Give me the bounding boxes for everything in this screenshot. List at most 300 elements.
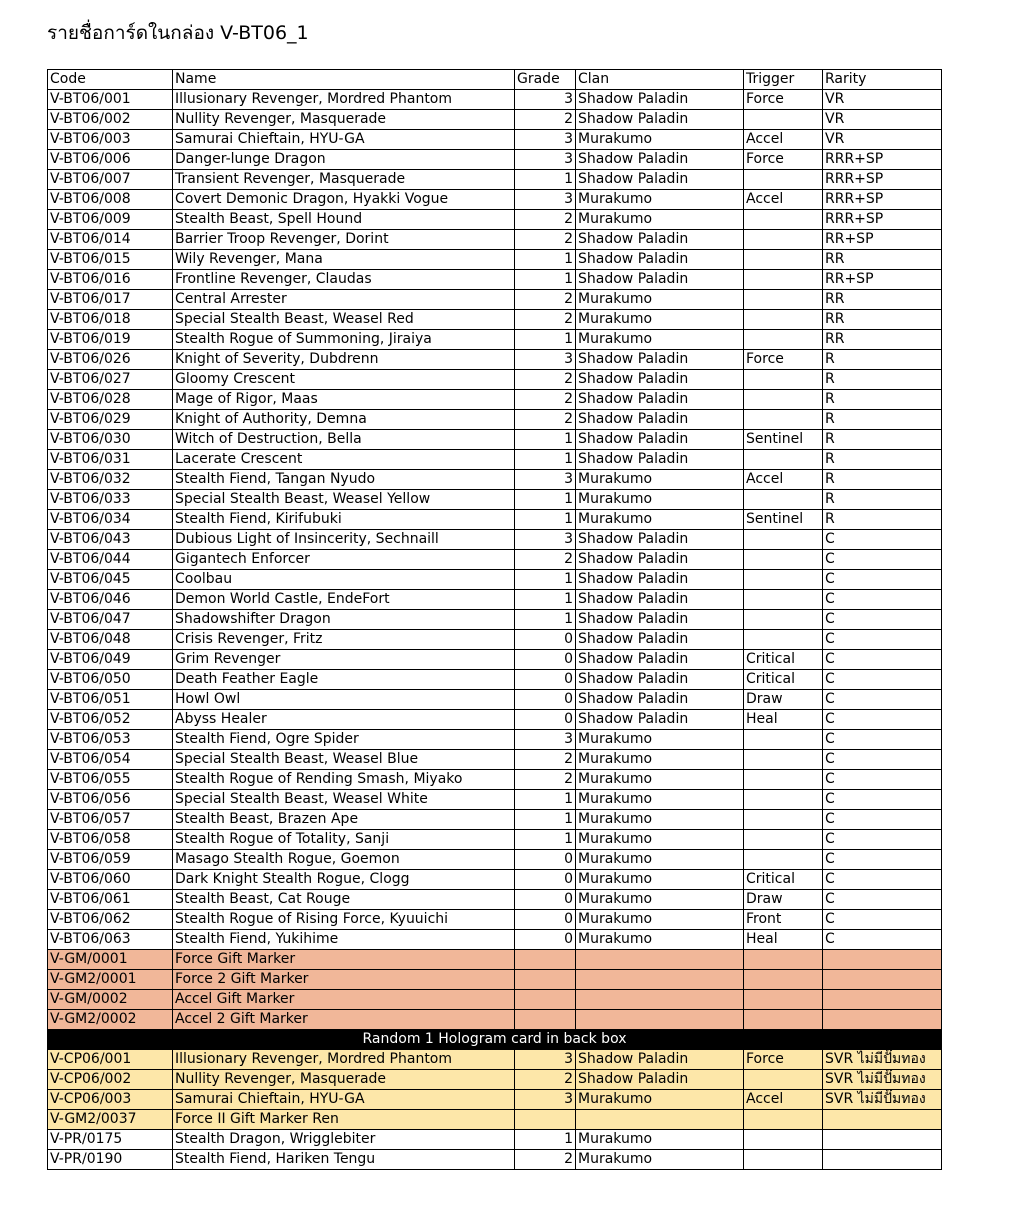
cell-code: V-BT06/055 bbox=[48, 770, 173, 790]
cell-name: Stealth Fiend, Kirifubuki bbox=[173, 510, 515, 530]
table-row bbox=[48, 910, 942, 930]
cell-code: V-BT06/057 bbox=[48, 810, 173, 830]
cell-name: Stealth Fiend, Ogre Spider bbox=[173, 730, 515, 750]
cell-name: Special Stealth Beast, Weasel Red bbox=[173, 310, 515, 330]
cell-clan: Murakumo bbox=[576, 730, 744, 750]
cell-rarity: R bbox=[823, 390, 942, 410]
cell-rarity: RR bbox=[823, 250, 942, 270]
cell-trigger bbox=[744, 1070, 823, 1090]
cell-trigger: Accel bbox=[744, 130, 823, 150]
cell-grade: 0 bbox=[515, 910, 576, 930]
cell-code: V-BT06/062 bbox=[48, 910, 173, 930]
cell-grade: 0 bbox=[515, 670, 576, 690]
cell-clan bbox=[576, 1110, 744, 1130]
cell-code: V-PR/0190 bbox=[48, 1150, 173, 1170]
cell-code: V-BT06/008 bbox=[48, 190, 173, 210]
cell-rarity: SVR ไม่มีปั๊มทอง bbox=[823, 1050, 942, 1070]
cell-code: V-BT06/045 bbox=[48, 570, 173, 590]
cell-code: V-BT06/019 bbox=[48, 330, 173, 350]
cell-rarity: C bbox=[823, 710, 942, 730]
cell-trigger bbox=[744, 810, 823, 830]
cell-clan: Murakumo bbox=[576, 490, 744, 510]
table-row bbox=[48, 830, 942, 850]
cell-clan: Shadow Paladin bbox=[576, 690, 744, 710]
cell-name: Abyss Healer bbox=[173, 710, 515, 730]
cell-clan: Shadow Paladin bbox=[576, 550, 744, 570]
table-row bbox=[48, 570, 942, 590]
table-row bbox=[48, 310, 942, 330]
cell-code: V-BT06/009 bbox=[48, 210, 173, 230]
cell-name: Stealth Rogue of Totality, Sanji bbox=[173, 830, 515, 850]
cell-code: V-BT06/052 bbox=[48, 710, 173, 730]
cell-clan bbox=[576, 1010, 744, 1030]
table-row bbox=[48, 850, 942, 870]
hologram-banner: Random 1 Hologram card in back box bbox=[48, 1030, 942, 1050]
cell-rarity: C bbox=[823, 850, 942, 870]
cell-code: V-BT06/044 bbox=[48, 550, 173, 570]
cell-name: Gigantech Enforcer bbox=[173, 550, 515, 570]
cell-trigger bbox=[744, 610, 823, 630]
table-row bbox=[48, 270, 942, 290]
cell-name: Stealth Beast, Spell Hound bbox=[173, 210, 515, 230]
cell-rarity: R bbox=[823, 510, 942, 530]
cell-grade: 2 bbox=[515, 550, 576, 570]
cell-rarity: R bbox=[823, 370, 942, 390]
cell-grade: 1 bbox=[515, 250, 576, 270]
table-row bbox=[48, 490, 942, 510]
cell-trigger bbox=[744, 310, 823, 330]
cell-grade: 3 bbox=[515, 350, 576, 370]
cell-grade: 1 bbox=[515, 330, 576, 350]
table-row bbox=[48, 1130, 942, 1150]
cell-name: Dubious Light of Insincerity, Sechnaill bbox=[173, 530, 515, 550]
cell-trigger: Critical bbox=[744, 670, 823, 690]
cell-trigger bbox=[744, 390, 823, 410]
cell-trigger bbox=[744, 790, 823, 810]
cell-grade: 3 bbox=[515, 530, 576, 550]
cell-code: V-BT06/059 bbox=[48, 850, 173, 870]
table-row bbox=[48, 990, 942, 1010]
cell-grade: 3 bbox=[515, 1050, 576, 1070]
cell-grade: 3 bbox=[515, 130, 576, 150]
cell-clan: Murakumo bbox=[576, 510, 744, 530]
table-row bbox=[48, 510, 942, 530]
cell-clan: Shadow Paladin bbox=[576, 250, 744, 270]
cell-trigger: Heal bbox=[744, 710, 823, 730]
cell-name: Covert Demonic Dragon, Hyakki Vogue bbox=[173, 190, 515, 210]
cell-code: V-BT06/027 bbox=[48, 370, 173, 390]
table-row bbox=[48, 230, 942, 250]
table-row bbox=[48, 370, 942, 390]
cell-clan: Murakumo bbox=[576, 930, 744, 950]
cell-clan: Shadow Paladin bbox=[576, 110, 744, 130]
cell-trigger bbox=[744, 1150, 823, 1170]
cell-rarity bbox=[823, 970, 942, 990]
cell-clan: Murakumo bbox=[576, 1150, 744, 1170]
page-title: รายชื่อการ์ดในกล่อง V-BT06_1 bbox=[47, 22, 309, 44]
table-row bbox=[48, 390, 942, 410]
cell-grade: 1 bbox=[515, 450, 576, 470]
cell-clan: Shadow Paladin bbox=[576, 1050, 744, 1070]
table-row bbox=[48, 790, 942, 810]
cell-name: Stealth Fiend, Yukihime bbox=[173, 930, 515, 950]
cell-name: Illusionary Revenger, Mordred Phantom bbox=[173, 90, 515, 110]
cell-name: Special Stealth Beast, Weasel White bbox=[173, 790, 515, 810]
cell-clan: Shadow Paladin bbox=[576, 390, 744, 410]
cell-clan: Shadow Paladin bbox=[576, 630, 744, 650]
cell-grade: 1 bbox=[515, 570, 576, 590]
cell-trigger: Accel bbox=[744, 1090, 823, 1110]
cell-clan: Shadow Paladin bbox=[576, 430, 744, 450]
table-row bbox=[48, 750, 942, 770]
table-row bbox=[48, 650, 942, 670]
cell-rarity: RR bbox=[823, 290, 942, 310]
cell-code: V-BT06/033 bbox=[48, 490, 173, 510]
cell-rarity: C bbox=[823, 890, 942, 910]
cell-name: Stealth Rogue of Rending Smash, Miyako bbox=[173, 770, 515, 790]
cell-grade: 3 bbox=[515, 150, 576, 170]
table-row bbox=[48, 130, 942, 150]
cell-clan: Murakumo bbox=[576, 890, 744, 910]
cell-name: Stealth Beast, Brazen Ape bbox=[173, 810, 515, 830]
cell-name: Samurai Chieftain, HYU-GA bbox=[173, 1090, 515, 1110]
cell-rarity bbox=[823, 1150, 942, 1170]
cell-grade: 1 bbox=[515, 810, 576, 830]
cell-grade bbox=[515, 990, 576, 1010]
cell-trigger bbox=[744, 170, 823, 190]
cell-code: V-GM2/0001 bbox=[48, 970, 173, 990]
cell-trigger: Force bbox=[744, 350, 823, 370]
cell-grade: 1 bbox=[515, 790, 576, 810]
cell-code: V-BT06/014 bbox=[48, 230, 173, 250]
cell-rarity: C bbox=[823, 770, 942, 790]
cell-rarity: R bbox=[823, 410, 942, 430]
table-row bbox=[48, 930, 942, 950]
cell-clan: Murakumo bbox=[576, 470, 744, 490]
table-row bbox=[48, 810, 942, 830]
cell-name: Nullity Revenger, Masquerade bbox=[173, 110, 515, 130]
cell-trigger bbox=[744, 570, 823, 590]
cell-rarity: R bbox=[823, 430, 942, 450]
cell-rarity: R bbox=[823, 490, 942, 510]
cell-name: Knight of Severity, Dubdrenn bbox=[173, 350, 515, 370]
cell-clan: Shadow Paladin bbox=[576, 230, 744, 250]
cell-rarity: C bbox=[823, 750, 942, 770]
table-row bbox=[48, 530, 942, 550]
cell-trigger bbox=[744, 1130, 823, 1150]
cell-code: V-BT06/058 bbox=[48, 830, 173, 850]
table-row bbox=[48, 770, 942, 790]
cell-name: Danger-lunge Dragon bbox=[173, 150, 515, 170]
cell-code: V-BT06/018 bbox=[48, 310, 173, 330]
cell-code: V-BT06/043 bbox=[48, 530, 173, 550]
cell-trigger: Critical bbox=[744, 650, 823, 670]
cell-name: Lacerate Crescent bbox=[173, 450, 515, 470]
table-row bbox=[48, 290, 942, 310]
cell-trigger bbox=[744, 750, 823, 770]
table-row bbox=[48, 430, 942, 450]
cell-grade: 1 bbox=[515, 590, 576, 610]
cell-trigger bbox=[744, 1110, 823, 1130]
cell-trigger bbox=[744, 590, 823, 610]
cell-name: Witch of Destruction, Bella bbox=[173, 430, 515, 450]
cell-grade: 2 bbox=[515, 1150, 576, 1170]
cell-code: V-BT06/002 bbox=[48, 110, 173, 130]
cell-name: Stealth Rogue of Rising Force, Kyuuichi bbox=[173, 910, 515, 930]
cell-name: Knight of Authority, Demna bbox=[173, 410, 515, 430]
cell-name: Death Feather Eagle bbox=[173, 670, 515, 690]
cell-clan: Shadow Paladin bbox=[576, 150, 744, 170]
cell-rarity: VR bbox=[823, 110, 942, 130]
cell-trigger bbox=[744, 630, 823, 650]
cell-clan: Murakumo bbox=[576, 130, 744, 150]
table-row bbox=[48, 730, 942, 750]
cell-trigger bbox=[744, 410, 823, 430]
cell-clan: Murakumo bbox=[576, 310, 744, 330]
cell-trigger bbox=[744, 370, 823, 390]
table-row bbox=[48, 350, 942, 370]
cell-name: Accel Gift Marker bbox=[173, 990, 515, 1010]
cell-rarity: VR bbox=[823, 90, 942, 110]
cell-trigger: Draw bbox=[744, 890, 823, 910]
cell-grade: 2 bbox=[515, 290, 576, 310]
cell-code: V-BT06/051 bbox=[48, 690, 173, 710]
cell-clan: Murakumo bbox=[576, 830, 744, 850]
cell-clan bbox=[576, 990, 744, 1010]
cell-rarity: C bbox=[823, 570, 942, 590]
cell-clan: Shadow Paladin bbox=[576, 590, 744, 610]
table-row bbox=[48, 110, 942, 130]
table-row bbox=[48, 1050, 942, 1070]
card-list-table bbox=[47, 69, 942, 1170]
cell-grade: 3 bbox=[515, 1090, 576, 1110]
cell-code: V-PR/0175 bbox=[48, 1130, 173, 1150]
cell-grade: 2 bbox=[515, 410, 576, 430]
table-row bbox=[48, 870, 942, 890]
cell-clan: Shadow Paladin bbox=[576, 530, 744, 550]
cell-name: Stealth Rogue of Summoning, Jiraiya bbox=[173, 330, 515, 350]
cell-code: V-BT06/048 bbox=[48, 630, 173, 650]
cell-name: Special Stealth Beast, Weasel Yellow bbox=[173, 490, 515, 510]
cell-rarity: C bbox=[823, 670, 942, 690]
cell-grade: 2 bbox=[515, 310, 576, 330]
table-row bbox=[48, 630, 942, 650]
cell-name: Dark Knight Stealth Rogue, Clogg bbox=[173, 870, 515, 890]
hologram-banner-row bbox=[48, 1030, 942, 1050]
cell-name: Howl Owl bbox=[173, 690, 515, 710]
cell-rarity: R bbox=[823, 350, 942, 370]
table-row bbox=[48, 1150, 942, 1170]
table-row bbox=[48, 210, 942, 230]
header-clan: Clan bbox=[576, 70, 744, 90]
cell-rarity: C bbox=[823, 690, 942, 710]
cell-rarity: C bbox=[823, 930, 942, 950]
cell-code: V-GM/0002 bbox=[48, 990, 173, 1010]
cell-name: Demon World Castle, EndeFort bbox=[173, 590, 515, 610]
cell-rarity: RR+SP bbox=[823, 270, 942, 290]
cell-rarity: RR+SP bbox=[823, 230, 942, 250]
cell-code: V-BT06/032 bbox=[48, 470, 173, 490]
cell-clan: Murakumo bbox=[576, 1090, 744, 1110]
cell-code: V-BT06/015 bbox=[48, 250, 173, 270]
cell-trigger bbox=[744, 1010, 823, 1030]
cell-rarity: C bbox=[823, 530, 942, 550]
cell-clan: Murakumo bbox=[576, 790, 744, 810]
cell-grade: 0 bbox=[515, 890, 576, 910]
cell-rarity: R bbox=[823, 450, 942, 470]
cell-clan: Shadow Paladin bbox=[576, 370, 744, 390]
cell-trigger bbox=[744, 850, 823, 870]
cell-code: V-BT06/049 bbox=[48, 650, 173, 670]
cell-trigger bbox=[744, 830, 823, 850]
cell-trigger: Heal bbox=[744, 930, 823, 950]
cell-name: Force 2 Gift Marker bbox=[173, 970, 515, 990]
cell-clan bbox=[576, 970, 744, 990]
cell-grade: 2 bbox=[515, 1070, 576, 1090]
table-row bbox=[48, 410, 942, 430]
cell-trigger: Force bbox=[744, 1050, 823, 1070]
table-row bbox=[48, 610, 942, 630]
cell-rarity bbox=[823, 1130, 942, 1150]
cell-clan: Shadow Paladin bbox=[576, 710, 744, 730]
cell-rarity: R bbox=[823, 470, 942, 490]
cell-code: V-BT06/034 bbox=[48, 510, 173, 530]
cell-trigger: Critical bbox=[744, 870, 823, 890]
cell-trigger bbox=[744, 210, 823, 230]
cell-rarity: C bbox=[823, 650, 942, 670]
cell-trigger bbox=[744, 450, 823, 470]
cell-clan: Shadow Paladin bbox=[576, 650, 744, 670]
cell-name: Stealth Fiend, Tangan Nyudo bbox=[173, 470, 515, 490]
cell-clan: Murakumo bbox=[576, 210, 744, 230]
table-row bbox=[48, 550, 942, 570]
cell-rarity: C bbox=[823, 730, 942, 750]
cell-grade bbox=[515, 970, 576, 990]
table-row bbox=[48, 690, 942, 710]
cell-rarity: RR bbox=[823, 310, 942, 330]
table-row bbox=[48, 1070, 942, 1090]
cell-trigger bbox=[744, 530, 823, 550]
table-row bbox=[48, 250, 942, 270]
table-row bbox=[48, 710, 942, 730]
header-trigger: Trigger bbox=[744, 70, 823, 90]
cell-rarity: C bbox=[823, 910, 942, 930]
cell-code: V-GM2/0002 bbox=[48, 1010, 173, 1030]
cell-trigger: Accel bbox=[744, 190, 823, 210]
cell-rarity: C bbox=[823, 870, 942, 890]
cell-clan: Shadow Paladin bbox=[576, 1070, 744, 1090]
cell-grade: 1 bbox=[515, 610, 576, 630]
cell-grade: 1 bbox=[515, 1130, 576, 1150]
cell-clan: Shadow Paladin bbox=[576, 670, 744, 690]
cell-grade: 0 bbox=[515, 710, 576, 730]
cell-name: Crisis Revenger, Fritz bbox=[173, 630, 515, 650]
cell-name: Special Stealth Beast, Weasel Blue bbox=[173, 750, 515, 770]
cell-code: V-GM/0001 bbox=[48, 950, 173, 970]
cell-grade: 0 bbox=[515, 630, 576, 650]
cell-code: V-GM2/0037 bbox=[48, 1110, 173, 1130]
cell-trigger bbox=[744, 330, 823, 350]
cell-clan: Shadow Paladin bbox=[576, 170, 744, 190]
cell-clan: Shadow Paladin bbox=[576, 410, 744, 430]
cell-grade: 2 bbox=[515, 370, 576, 390]
cell-name: Shadowshifter Dragon bbox=[173, 610, 515, 630]
table-row bbox=[48, 330, 942, 350]
cell-code: V-CP06/001 bbox=[48, 1050, 173, 1070]
cell-grade: 3 bbox=[515, 470, 576, 490]
cell-trigger: Front bbox=[744, 910, 823, 930]
cell-code: V-BT06/003 bbox=[48, 130, 173, 150]
cell-grade: 3 bbox=[515, 190, 576, 210]
cell-name: Masago Stealth Rogue, Goemon bbox=[173, 850, 515, 870]
cell-clan: Murakumo bbox=[576, 870, 744, 890]
cell-grade: 1 bbox=[515, 430, 576, 450]
cell-name: Mage of Rigor, Maas bbox=[173, 390, 515, 410]
cell-code: V-BT06/017 bbox=[48, 290, 173, 310]
cell-code: V-BT06/061 bbox=[48, 890, 173, 910]
cell-clan: Shadow Paladin bbox=[576, 450, 744, 470]
cell-rarity: C bbox=[823, 550, 942, 570]
table-row bbox=[48, 1090, 942, 1110]
cell-clan bbox=[576, 950, 744, 970]
cell-name: Barrier Troop Revenger, Dorint bbox=[173, 230, 515, 250]
cell-clan: Murakumo bbox=[576, 750, 744, 770]
header-code: Code bbox=[48, 70, 173, 90]
cell-trigger bbox=[744, 270, 823, 290]
cell-trigger: Accel bbox=[744, 470, 823, 490]
cell-name: Gloomy Crescent bbox=[173, 370, 515, 390]
cell-rarity: SVR ไม่มีปั๊มทอง bbox=[823, 1090, 942, 1110]
cell-trigger bbox=[744, 290, 823, 310]
cell-grade: 1 bbox=[515, 830, 576, 850]
cell-clan: Shadow Paladin bbox=[576, 350, 744, 370]
table-row bbox=[48, 450, 942, 470]
cell-name: Nullity Revenger, Masquerade bbox=[173, 1070, 515, 1090]
cell-rarity: VR bbox=[823, 130, 942, 150]
cell-grade: 3 bbox=[515, 730, 576, 750]
cell-grade: 1 bbox=[515, 490, 576, 510]
cell-rarity: C bbox=[823, 630, 942, 650]
cell-rarity bbox=[823, 950, 942, 970]
cell-name: Central Arrester bbox=[173, 290, 515, 310]
cell-grade: 2 bbox=[515, 230, 576, 250]
cell-name: Force Gift Marker bbox=[173, 950, 515, 970]
table-row bbox=[48, 470, 942, 490]
cell-grade: 0 bbox=[515, 850, 576, 870]
cell-code: V-BT06/031 bbox=[48, 450, 173, 470]
cell-grade: 2 bbox=[515, 110, 576, 130]
cell-clan: Murakumo bbox=[576, 770, 744, 790]
cell-rarity: C bbox=[823, 810, 942, 830]
cell-grade: 0 bbox=[515, 690, 576, 710]
cell-grade: 1 bbox=[515, 270, 576, 290]
cell-grade bbox=[515, 1110, 576, 1130]
cell-name: Stealth Beast, Cat Rouge bbox=[173, 890, 515, 910]
table-row bbox=[48, 150, 942, 170]
cell-rarity: C bbox=[823, 610, 942, 630]
cell-rarity bbox=[823, 1110, 942, 1130]
cell-code: V-BT06/016 bbox=[48, 270, 173, 290]
cell-trigger: Sentinel bbox=[744, 510, 823, 530]
cell-code: V-BT06/054 bbox=[48, 750, 173, 770]
cell-name: Stealth Fiend, Hariken Tengu bbox=[173, 1150, 515, 1170]
cell-trigger bbox=[744, 950, 823, 970]
cell-code: V-BT06/050 bbox=[48, 670, 173, 690]
cell-name: Force II Gift Marker Ren bbox=[173, 1110, 515, 1130]
cell-grade bbox=[515, 1010, 576, 1030]
cell-trigger: Force bbox=[744, 150, 823, 170]
cell-grade: 1 bbox=[515, 510, 576, 530]
